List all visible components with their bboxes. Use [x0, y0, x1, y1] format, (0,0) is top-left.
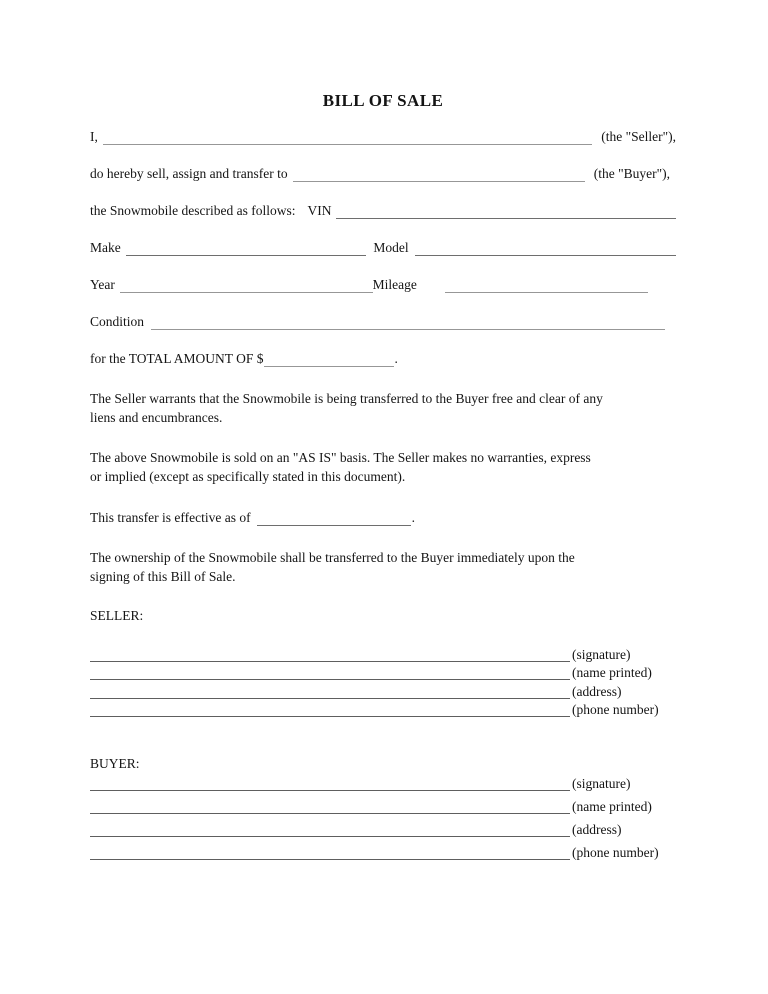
vin-row [90, 201, 676, 220]
seller-address-row [90, 680, 676, 699]
effective-date-prefix: This transfer is effective as of [90, 510, 251, 525]
buyer-name-prefix: do hereby sell, assign and transfer to [90, 166, 288, 181]
as-is-clause-line2: or implied (except as specifically stated in this document). [90, 468, 406, 484]
warranty-clause-line1: The Seller warrants that the Snowmobile is being transferred to the Buyer free and clear of any [90, 391, 603, 406]
ownership-clause-line2: signing of this Bill of Sale. [90, 568, 236, 584]
condition-label: Condition [90, 314, 145, 329]
total-amount-suffix: . [394, 351, 398, 366]
buyer-name-printed-label: (name printed) [572, 799, 652, 815]
vin-prefix: the Snowmobile described as follows: [90, 203, 296, 218]
year-label: Year [90, 277, 115, 292]
document-content [90, 0, 676, 860]
buyer-name-printed-input[interactable] [90, 801, 570, 814]
seller-phone-input[interactable] [90, 704, 570, 717]
condition-row [90, 312, 676, 331]
buyer-name-suffix: (the "Buyer"), [593, 166, 670, 181]
buyer-section-heading: BUYER: [90, 756, 140, 772]
as-is-clause-line1: The above Snowmobile is sold on an "AS IS" basis. The Seller makes no warranties, express [90, 450, 591, 465]
seller-name-printed-row [90, 662, 676, 681]
effective-date-row [90, 508, 676, 527]
buyer-address-row [90, 814, 676, 837]
seller-signature-input[interactable] [90, 649, 570, 662]
buyer-address-input[interactable] [90, 824, 570, 837]
buyer-name-input[interactable] [293, 167, 585, 182]
section-spacer [90, 717, 676, 756]
effective-date-suffix: . [411, 510, 415, 525]
seller-address-label: (address) [572, 683, 622, 699]
mileage-label: Mileage [372, 277, 417, 292]
total-amount-prefix: for the TOTAL AMOUNT OF $ [90, 351, 264, 366]
seller-signature-block [90, 643, 676, 717]
condition-input[interactable] [151, 315, 665, 330]
seller-name-suffix: (the "Seller"), [601, 129, 676, 144]
buyer-phone-label: (phone number) [572, 845, 659, 861]
seller-phone-row [90, 699, 676, 718]
seller-name-printed-input[interactable] [90, 667, 570, 680]
warranty-clause [90, 390, 676, 427]
vin-label: VIN [307, 203, 332, 218]
make-input[interactable] [126, 241, 367, 256]
year-mileage-row [90, 275, 676, 294]
make-label: Make [90, 240, 121, 255]
buyer-phone-input[interactable] [90, 847, 570, 860]
total-amount-row [90, 349, 676, 368]
buyer-signature-block [90, 768, 676, 860]
seller-phone-label: (phone number) [572, 702, 659, 718]
seller-signature-label: (signature) [572, 646, 631, 662]
mileage-input[interactable] [445, 278, 648, 293]
vin-input[interactable] [336, 204, 676, 219]
buyer-name-row [90, 164, 676, 183]
make-model-row [90, 238, 676, 257]
seller-signature-row [90, 643, 676, 662]
buyer-phone-row [90, 837, 676, 860]
as-is-clause [90, 449, 676, 486]
model-input[interactable] [415, 241, 676, 256]
year-input[interactable] [120, 278, 373, 293]
buyer-signature-row [90, 768, 676, 791]
buyer-signature-label: (signature) [572, 776, 631, 792]
buyer-name-printed-row [90, 791, 676, 814]
page-title: BILL OF SALE [322, 91, 444, 110]
buyer-signature-input[interactable] [90, 778, 570, 791]
warranty-clause-line2: liens and encumbrances. [90, 409, 223, 425]
seller-name-printed-label: (name printed) [572, 665, 652, 681]
seller-section-heading: SELLER: [90, 608, 144, 623]
model-label: Model [373, 240, 409, 255]
ownership-clause [90, 549, 676, 586]
ownership-clause-line1: The ownership of the Snowmobile shall be transferred to the Buyer immediately upon the [90, 550, 575, 565]
seller-address-input[interactable] [90, 686, 570, 699]
seller-name-input[interactable] [103, 130, 592, 145]
buyer-address-label: (address) [572, 822, 622, 838]
seller-name-row [90, 127, 676, 146]
seller-name-prefix: I, [90, 129, 98, 144]
total-amount-input[interactable] [264, 352, 394, 367]
effective-date-input[interactable] [257, 511, 411, 526]
